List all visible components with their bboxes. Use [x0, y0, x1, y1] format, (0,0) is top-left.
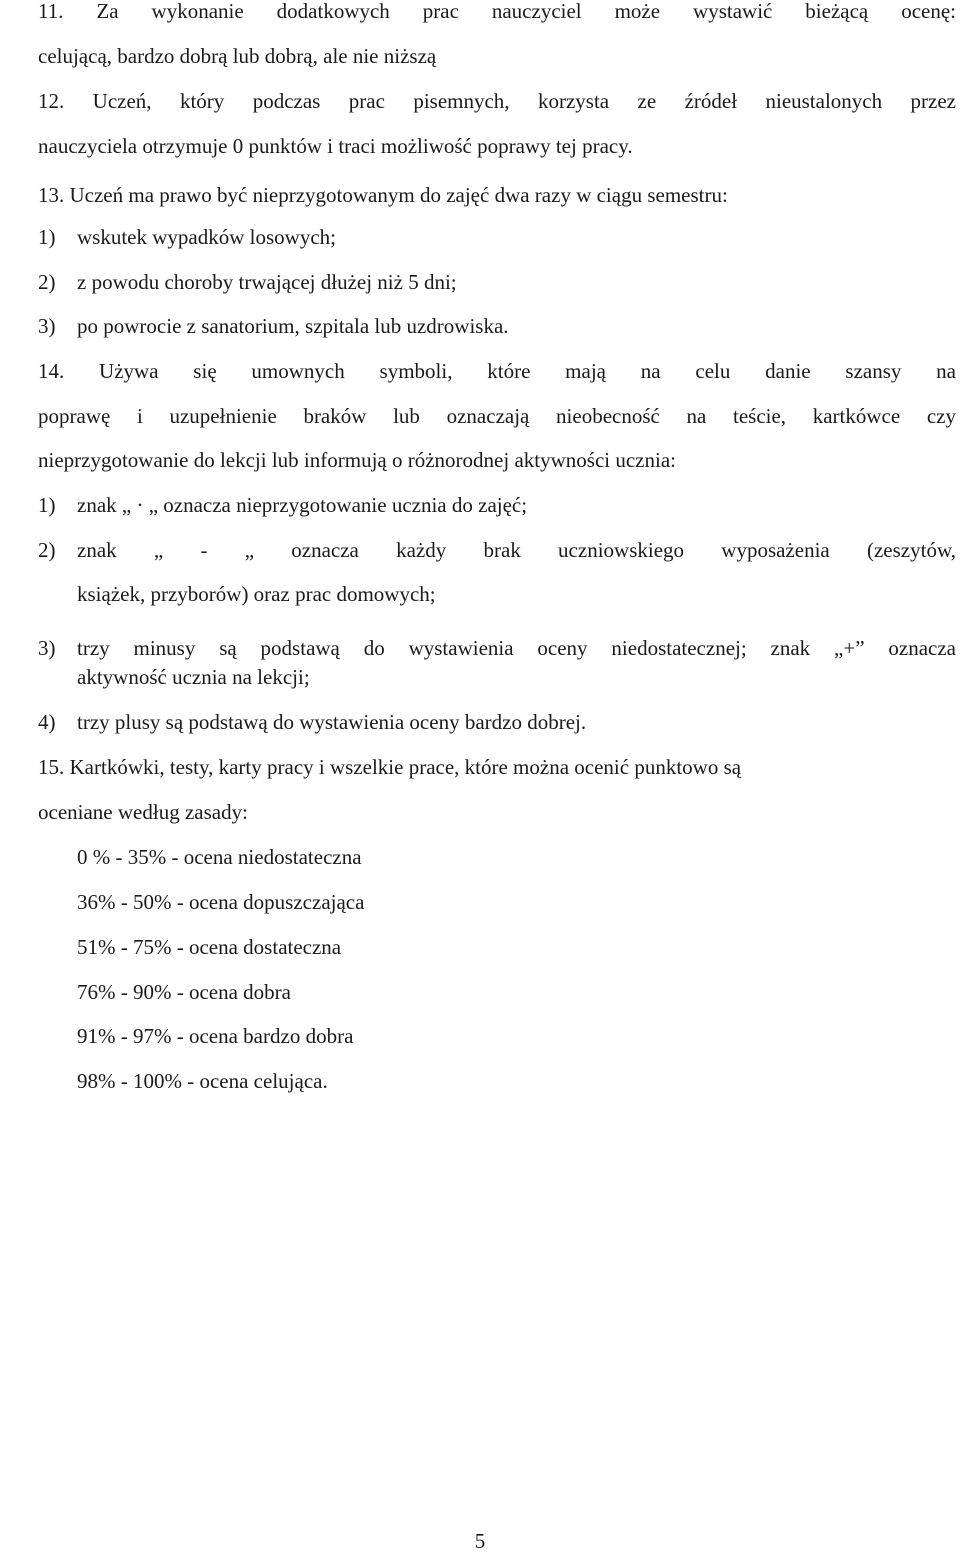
item-15-line-1 — [38, 753, 956, 781]
sub-number: 2) — [38, 538, 56, 562]
sub-text: wskutek wypadków losowych; — [77, 225, 336, 249]
item-14-sub-3 — [38, 634, 956, 662]
item-11-line-2: celującą, bardzo dobrą lub dobrą, ale nie niższą — [38, 44, 437, 68]
sub-number: 3) — [38, 314, 56, 338]
sub-number: 1) — [38, 225, 56, 249]
item-13-text-1: Uczeń ma prawo być nieprzygotowanym do zajęć dwa razy w ciągu semestru: — [69, 183, 728, 207]
item-14-sub-3-cont — [38, 663, 956, 691]
item-13-line-1 — [38, 181, 956, 209]
item-15-line-2: oceniane według zasady: — [38, 800, 248, 824]
grade-scale-row: 51% - 75% - ocena dostateczna — [77, 935, 342, 959]
item-14-line-2: poprawę i uzupełnienie braków lub oznaczają nieobecność na teście, kartkówce czy — [38, 404, 956, 428]
item-14-number: 14. — [38, 359, 65, 383]
sub-text: po powrocie z sanatorium, szpitala lub uzdrowiska. — [77, 314, 509, 338]
item-12-line-2: nauczyciela otrzymuje 0 punktów i traci możliwość poprawy tej pracy. — [38, 134, 633, 158]
grade-scale-row: 76% - 90% - ocena dobra — [77, 980, 291, 1004]
grade-scale-row: 91% - 97% - ocena bardzo dobra — [77, 1024, 354, 1048]
sub-text-continued: aktywność ucznia na lekcji; — [77, 665, 310, 689]
item-14-sub-1 — [38, 491, 956, 519]
item-15-number: 15. — [38, 755, 65, 779]
item-14-line-1 — [38, 357, 956, 385]
grade-scale-row: 36% - 50% - ocena dopuszczająca — [77, 890, 365, 914]
sub-number: 2) — [38, 270, 56, 294]
grade-scale-row: 98% - 100% - ocena celująca. — [77, 1069, 328, 1093]
item-13-number: 13. — [38, 183, 65, 207]
sub-text: z powodu choroby trwającej dłużej niż 5 dni; — [77, 270, 457, 294]
item-11-number: 11. — [38, 0, 64, 23]
sub-text: trzy plusy są podstawą do wystawienia oceny bardzo dobrej. — [77, 710, 587, 734]
sub-number: 4) — [38, 710, 56, 734]
sub-text: trzy minusy są podstawą do wystawienia oceny niedostatecznej; znak „+” oznacza — [77, 636, 956, 660]
item-11-line-1 — [38, 0, 956, 25]
sub-text-continued: książek, przyborów) oraz prac domowych; — [77, 582, 436, 606]
sub-text: znak „ · „ oznacza nieprzygotowanie ucznia do zajęć; — [77, 493, 528, 517]
item-13-sub-3 — [38, 312, 956, 340]
item-14-line-3: nieprzygotowanie do lekcji lub informują o różnorodnej aktywności ucznia: — [38, 448, 676, 472]
sub-number: 1) — [38, 493, 56, 517]
item-14-sub-2 — [38, 536, 956, 564]
grade-scale-row: 0 % - 35% - ocena niedostateczna — [77, 845, 362, 869]
item-12-line-1 — [38, 87, 956, 115]
page-number: 5 — [474, 1529, 486, 1553]
item-14-sub-2-cont — [38, 580, 956, 608]
item-13-sub-2 — [38, 268, 956, 296]
item-14-sub-4 — [38, 708, 956, 736]
sub-text: znak „ - „ oznacza każdy brak uczniowskiego wyposażenia (zeszytów, — [77, 538, 956, 562]
item-14-text-1: Używa się umownych symboli, które mają na celu danie szansy na — [99, 359, 957, 383]
item-11-text-1: Za wykonanie dodatkowych prac nauczyciel może wystawić bieżącą ocenę: — [96, 0, 956, 23]
item-15-text-1: Kartkówki, testy, karty pracy i wszelkie prace, które można ocenić punktowo są — [69, 755, 742, 779]
item-13-sub-1 — [38, 223, 956, 251]
item-12-number: 12. — [38, 89, 65, 113]
sub-number: 3) — [38, 636, 56, 660]
item-12-text-1: Uczeń, który podczas prac pisemnych, korzysta ze źródeł nieustalonych przez — [92, 89, 956, 113]
